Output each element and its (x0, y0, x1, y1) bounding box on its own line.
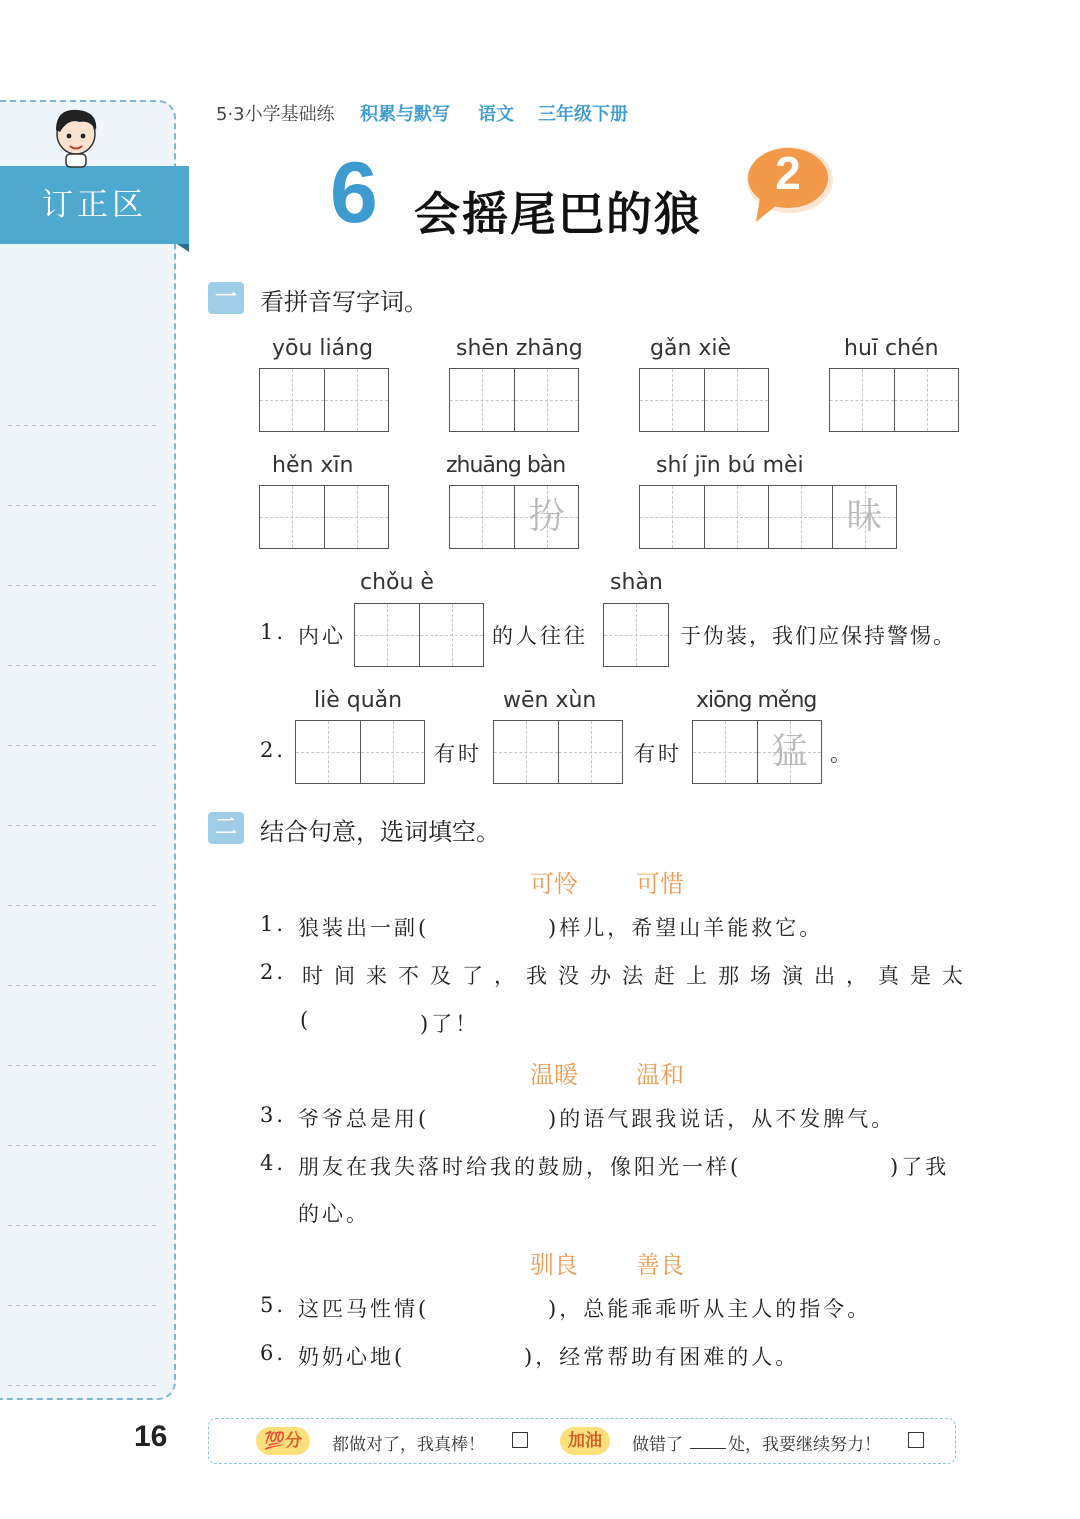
subject-label: 语文 (478, 104, 514, 125)
answer-grid-gan-xie[interactable] (639, 368, 769, 432)
pinyin-label: liè quǎn (314, 688, 403, 713)
lesson-number: 6 (330, 145, 378, 241)
pinyin-label: yōu liáng (272, 336, 374, 361)
word-option: 善良 (636, 1251, 684, 1279)
mistake-count-blank[interactable] (690, 1448, 726, 1449)
book-series: 5·3小学基础练 (216, 104, 335, 125)
question-number: 2. (260, 960, 287, 984)
book-name: 积累与默写 (360, 104, 450, 125)
question-number: 5. (260, 1293, 287, 1317)
question-text: )了我 (890, 1155, 950, 1179)
question-number: 6. (260, 1341, 287, 1365)
question-text: )了！ (420, 1012, 480, 1036)
sentence-text: 有时 (634, 742, 682, 766)
pinyin-label: wēn xùn (503, 688, 597, 713)
sentence-number: 2. (260, 738, 287, 762)
question-text: )的语气跟我说话，从不发脾气。 (548, 1107, 896, 1131)
sentence-text: 内心 (298, 624, 346, 648)
mistake-text: 处，我要继续努力！ (728, 1435, 881, 1455)
pinyin-label: shí jīn bú mèi (656, 453, 804, 478)
answer-grid-hui-chen[interactable] (829, 368, 959, 432)
full-score-tag: 💯分 (256, 1427, 310, 1455)
question-number: 3. (260, 1103, 287, 1127)
correction-lines (8, 346, 160, 1386)
correction-area-label: 订正区 (0, 166, 189, 244)
word-option: 驯良 (530, 1251, 578, 1279)
sentence-text: 的人往往 (492, 624, 588, 648)
page-number: 16 (134, 1420, 168, 1453)
pinyin-label: shàn (610, 570, 663, 595)
pinyin-label: huī chén (844, 336, 939, 361)
lesson-title: 会摇尾巴的狼 (414, 187, 702, 241)
answer-grid-hen-xin[interactable] (259, 485, 389, 549)
grade-label: 三年级下册 (538, 104, 628, 125)
mistake-checkbox[interactable] (908, 1432, 924, 1448)
question-text: 的心。 (298, 1202, 370, 1226)
question-text: )样儿，希望山羊能救它。 (548, 916, 824, 940)
pinyin-label: chǒu è (360, 570, 434, 595)
question-text: )，经常帮助有困难的人。 (524, 1345, 800, 1369)
pinyin-label: hěn xīn (272, 453, 354, 478)
question-number: 1. (260, 912, 287, 936)
answer-grid-shi-jin-bu-mei[interactable] (639, 485, 897, 549)
answer-grid-wen-xun[interactable] (493, 720, 623, 784)
question-text: 朋友在我失落时给我的鼓励，像阳光一样( (298, 1155, 742, 1179)
section-1-title: 看拼音写字词。 (260, 288, 428, 316)
word-option: 可惜 (636, 870, 684, 898)
question-text: 奶奶心地( (298, 1345, 406, 1369)
part-number: 2 (775, 147, 801, 199)
mistake-text: 做错了 (632, 1435, 683, 1455)
question-number: 4. (260, 1151, 287, 1175)
answer-grid-chou-e[interactable] (354, 603, 484, 667)
answer-grid-xiong-meng[interactable] (692, 720, 822, 784)
cheer-tag: 加油 (560, 1427, 610, 1455)
sentence-number: 1. (260, 620, 287, 644)
answer-grid-shan[interactable] (603, 603, 669, 667)
sentence-text: 于伪装，我们应保持警惕。 (680, 624, 956, 648)
section-2-badge: 二 (208, 812, 244, 844)
question-text: 这匹马性情( (298, 1297, 430, 1321)
answer-grid-you-liang[interactable] (259, 368, 389, 432)
praise-text: 都做对了，我真棒！ (332, 1435, 485, 1455)
pinyin-label: gǎn xiè (650, 336, 732, 361)
answer-grid-zhuang-ban[interactable] (449, 485, 579, 549)
hint-character: 猛 (771, 731, 808, 772)
section-1-badge: 一 (208, 282, 244, 314)
hint-character: 昧 (846, 496, 883, 537)
word-option: 温暖 (530, 1061, 578, 1089)
question-text: 时间来不及了，我没办法赶上那场演出，真是太 (302, 964, 974, 988)
pinyin-label: shēn zhāng (456, 336, 583, 361)
question-text: )，总能乖乖听从主人的指令。 (548, 1297, 872, 1321)
pinyin-label: zhuāng bàn (446, 453, 566, 478)
sentence-text: 有时 (434, 742, 482, 766)
question-text: 爷爷总是用( (298, 1107, 430, 1131)
word-option: 温和 (636, 1061, 684, 1089)
answer-grid-shen-zhang[interactable] (449, 368, 579, 432)
word-option: 可怜 (530, 870, 578, 898)
all-correct-checkbox[interactable] (512, 1432, 528, 1448)
question-text: 狼装出一副( (298, 916, 430, 940)
answer-grid-lie-quan[interactable] (295, 720, 425, 784)
hint-character: 扮 (528, 496, 565, 537)
section-2-title: 结合句意，选词填空。 (260, 818, 500, 846)
pinyin-label: xiōng měng (696, 688, 817, 713)
part-number-bubble (742, 142, 836, 226)
mascot-boy-icon (46, 104, 106, 168)
question-text: ( (300, 1008, 312, 1032)
sentence-end: 。 (830, 742, 854, 766)
